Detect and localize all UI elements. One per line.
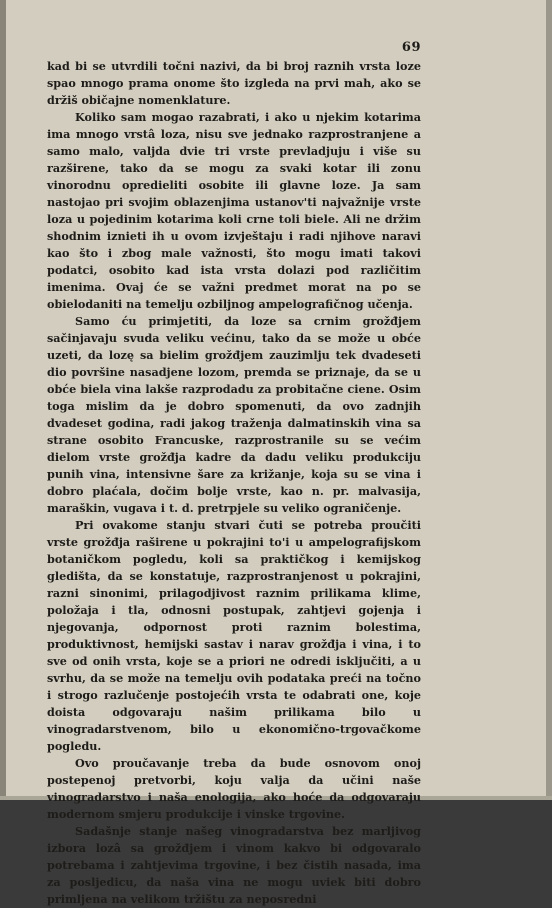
paragraph: Ovo proučavanje treba da bude osnovom onoj postepenoj pretvorbi, koju valja da učini naše vinogradarstvo i naša enologija, ako hoće da odgovaraju modernom smjeru produkcije i vinske trgovine. (47, 756, 421, 821)
paragraph: Samo ću primjetiti, da loze sa crnim grožđjem sačinjavaju svuda veliku većinu, tako da se može u obće uzeti, da lozę sa bielim grožđjem zauzimlju tek dvadeseti dio površine nasadjene lozom, premda se priznaje, da se u obće biela vina lakše razprodadu za probitačne ciene. Osim toga mislim da je dobro spomenuti, da ovo zadnjih dvadeset godina, radi jakog traženja dalmatinskih vina sa strane osobito Francuske, razprostranile su se većim dielom vrste grožđja kadre da dadu veliku produkciju punih vina, intensivne šare za križanje, koja su se vina i dobro plaćala, dočim bolje vrste, kao n. pr. malvasija, maraškin, vugava i t. d. pretrpjele su veliko ograničenje. (47, 314, 421, 515)
paragraph: Pri ovakome stanju stvari čuti se potreba proučiti vrste grožđja raširene u pokrajini to'i u ampelografijskom botaničkom pogledu, koli sa praktičkog i kemijskog gledišta, da se konstatuje, razprostranjenost u pokrajini, razni sinonimi, prilagodjivost raznim prilikama klime, položaja i tla, odnosni postupak, zahtjevi gojenja i njegovanja, odpornost proti raznim bolestima, produktivnost, hemijski sastav i narav grožđja i vina, i to sve od onih vrsta, koje se a priori ne odredi isključiti, a u svrhu, da se može na temelju ovih podataka preći na točno i strogo razlučenje postojećih vrsta te odabrati one, koje doista odgovaraju našim prilikama bilo u vinogradarstvenom, bilo u ekonomično-trgovačkome pogledu. (47, 518, 421, 753)
paragraph: Sadašnje stanje našeg vinogradarstva bez marljivog izbora lozâ sa grožđjem i vinom kakvo bi odgovaralo potrebama i zahtjevima trgovine, i bez čistih nasada, ima za posljedicu, da naša vina ne mogu uviek biti dobro primljena na velikom tržištu za neposredni (47, 824, 421, 906)
body-text (47, 58, 421, 908)
paragraph: kad bi se utvrdili točni nazivi, da bi broj raznih vrsta loze spao mnogo prama onome što izgleda na prvi mah, ako se držiš običajne nomenklature. (47, 59, 421, 107)
page-left-edge (0, 0, 6, 800)
page-number: 69 (401, 40, 421, 55)
paragraph: Koliko sam mogao razabrati, i ako u njekim kotarima ima mnogo vrstâ loza, nisu sve jednako razprostranjene a samo malo, valjda dvie tri vrste prevladjuju i više su razširene, tako da se mogu za svaki kotar ili zonu vinorodnu opredieliti osobite ili glavne loze. Ja sam nastojao pri svojim oblazenjima ustanov'ti najvažnije vrste loza u pojedinim kotarima koli crne toli biele. Ali ne držim shodnim iznieti ih u ovom izvještaju i radi njihove naravi kao što i zbog male važnosti, što mogu imati takovi podatci, osobito kad ista vrsta dolazi pod različitim imenima. Ovaj će se važni predmet morat na po se obielodaniti na temelju ozbiljnog ampelografičnog učenja. (47, 110, 421, 311)
page-right-edge (546, 0, 552, 800)
